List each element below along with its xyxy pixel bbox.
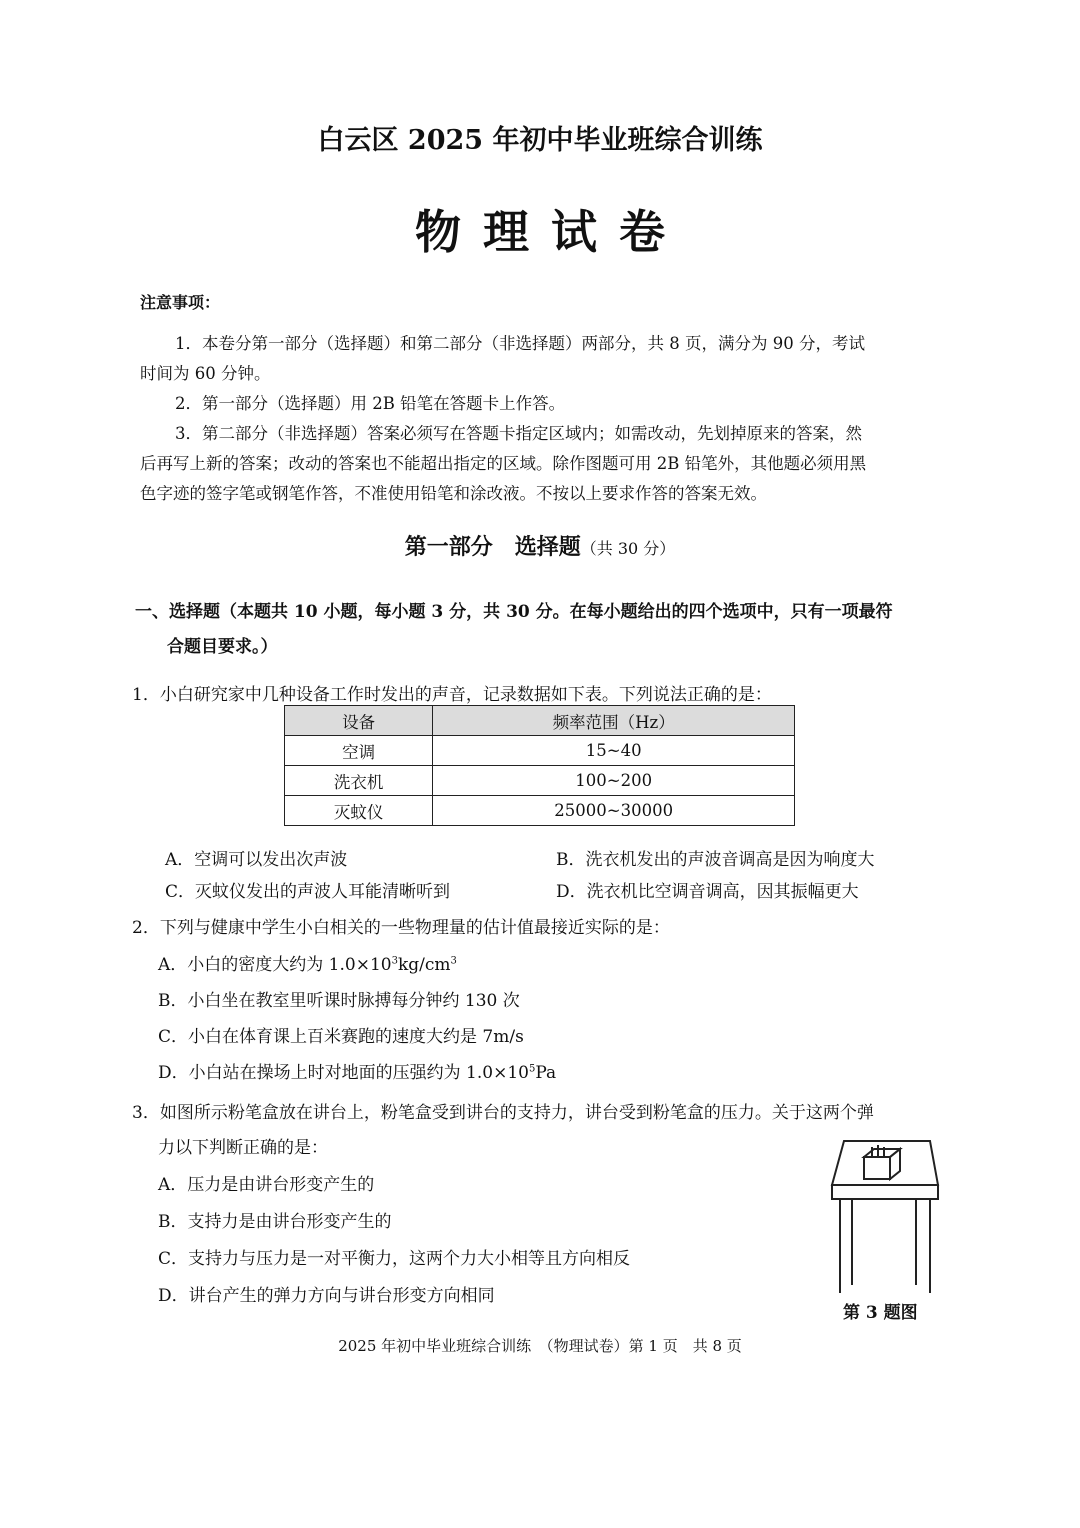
exam-subtitle: 白云区 2025 年初中毕业班综合训练 — [317, 125, 763, 156]
question-2-stem: 2．下列与健康中学生小白相关的一些物理量的估计值最接近实际的是： — [132, 918, 670, 938]
notice-line: 2．第一部分（选择题）用 2B 铅笔在答题卡上作答。 — [175, 394, 566, 413]
table-row — [285, 796, 795, 826]
section-heading: 一、选择题（本题共 10 小题，每小题 3 分，共 30 分。在每小题给出的四个选项中，只有一项最符 — [135, 602, 893, 622]
frequency-table — [284, 705, 795, 826]
question-3-stem: 3．如图所示粉笔盒放在讲台上，粉笔盒受到讲台的支持力，讲台受到粉笔盒的压力。关于这两个弹 — [132, 1103, 874, 1123]
question-1-stem: 1．小白研究家中几种设备工作时发出的声音，记录数据如下表。下列说法正确的是： — [132, 685, 772, 705]
table-cell: 100~200 — [433, 766, 795, 796]
q2-option-d-text: D．小白站在操场上时对地面的压强约为 1.0×10 — [158, 1063, 529, 1083]
question-3-stem-cont: 力以下判断正确的是： — [158, 1138, 328, 1158]
q2-option-d — [158, 1058, 556, 1083]
lectern-figure — [830, 1135, 940, 1295]
q2-option-c: C．小白在体育课上百米赛跑的速度大约是 7m/s — [158, 1027, 524, 1047]
notice-line: 后再写上新的答案；改动的答案也不能超出指定的区域。除作图题可用 2B 铅笔外，其他题必须用黑 — [140, 454, 867, 473]
table-header: 频率范围（Hz） — [433, 706, 795, 736]
q2-option-a-text: A．小白的密度大约为 1.0×10 — [158, 955, 392, 975]
notice-line: 1．本卷分第一部分（选择题）和第二部分（非选择题）两部分，共 8 页，满分为 90 分，考试 — [175, 334, 865, 353]
q2-option-d-unit: Pa — [535, 1063, 557, 1083]
q1-option-c: C．灭蚊仪发出的声波人耳能清晰听到 — [165, 882, 451, 902]
q3-option-d: D．讲台产生的弹力方向与讲台形变方向相同 — [158, 1286, 495, 1306]
q2-option-a-unit-exponent: 3 — [450, 955, 457, 967]
q2-option-a — [158, 950, 457, 975]
table-cell: 25000~30000 — [433, 796, 795, 826]
section-heading-cont: 合题目要求。） — [167, 637, 278, 657]
notice-line: 时间为 60 分钟。 — [140, 364, 271, 383]
chalk-box-icon — [864, 1145, 900, 1179]
notice-line: 色字迹的签字笔或钢笔作答，不准使用铅笔和涂改液。不按以上要求作答的答案无效。 — [140, 484, 767, 503]
q1-option-b: B．洗衣机发出的声波音调高是因为响度大 — [556, 850, 875, 870]
table-header-row — [285, 706, 795, 736]
q1-option-d: D．洗衣机比空调音调高，因其振幅更大 — [556, 882, 859, 902]
table-cell: 15~40 — [433, 736, 795, 766]
q3-option-b: B．支持力是由讲台形变产生的 — [158, 1212, 392, 1232]
q2-option-a-exponent: 3 — [391, 955, 398, 967]
table-row — [285, 766, 795, 796]
q2-option-b: B．小白坐在教室里听课时脉搏每分钟约 130 次 — [158, 991, 520, 1011]
q3-option-c: C．支持力与压力是一对平衡力，这两个力大小相等且方向相反 — [158, 1249, 631, 1269]
exam-title: 物理试卷 — [415, 205, 687, 259]
table-cell: 空调 — [285, 736, 433, 766]
q3-option-a: A．压力是由讲台形变产生的 — [158, 1175, 375, 1195]
figure-caption: 第 3 题图 — [843, 1303, 918, 1323]
q2-option-d-exponent: 5 — [528, 1063, 536, 1075]
q2-option-a-unit: kg/cm — [397, 955, 451, 975]
table-row — [285, 736, 795, 766]
table-header: 设备 — [285, 706, 433, 736]
notice-heading: 注意事项： — [140, 293, 221, 312]
part-heading-text: 第一部分 选择题 — [404, 534, 581, 560]
table-cell: 洗衣机 — [285, 766, 433, 796]
lectern-edge — [832, 1185, 938, 1199]
table-cell: 灭蚊仪 — [285, 796, 433, 826]
part-heading — [0, 530, 1080, 561]
page-footer: 2025 年初中毕业班综合训练 （物理试卷）第 1 页 共 8 页 — [338, 1337, 742, 1355]
notice-line: 3．第二部分（非选择题）答案必须写在答题卡指定区域内；如需改动，先划掉原来的答案，然 — [175, 424, 862, 443]
part-heading-points: （共 30 分） — [580, 539, 676, 558]
q1-option-a: A．空调可以发出次声波 — [165, 850, 348, 870]
